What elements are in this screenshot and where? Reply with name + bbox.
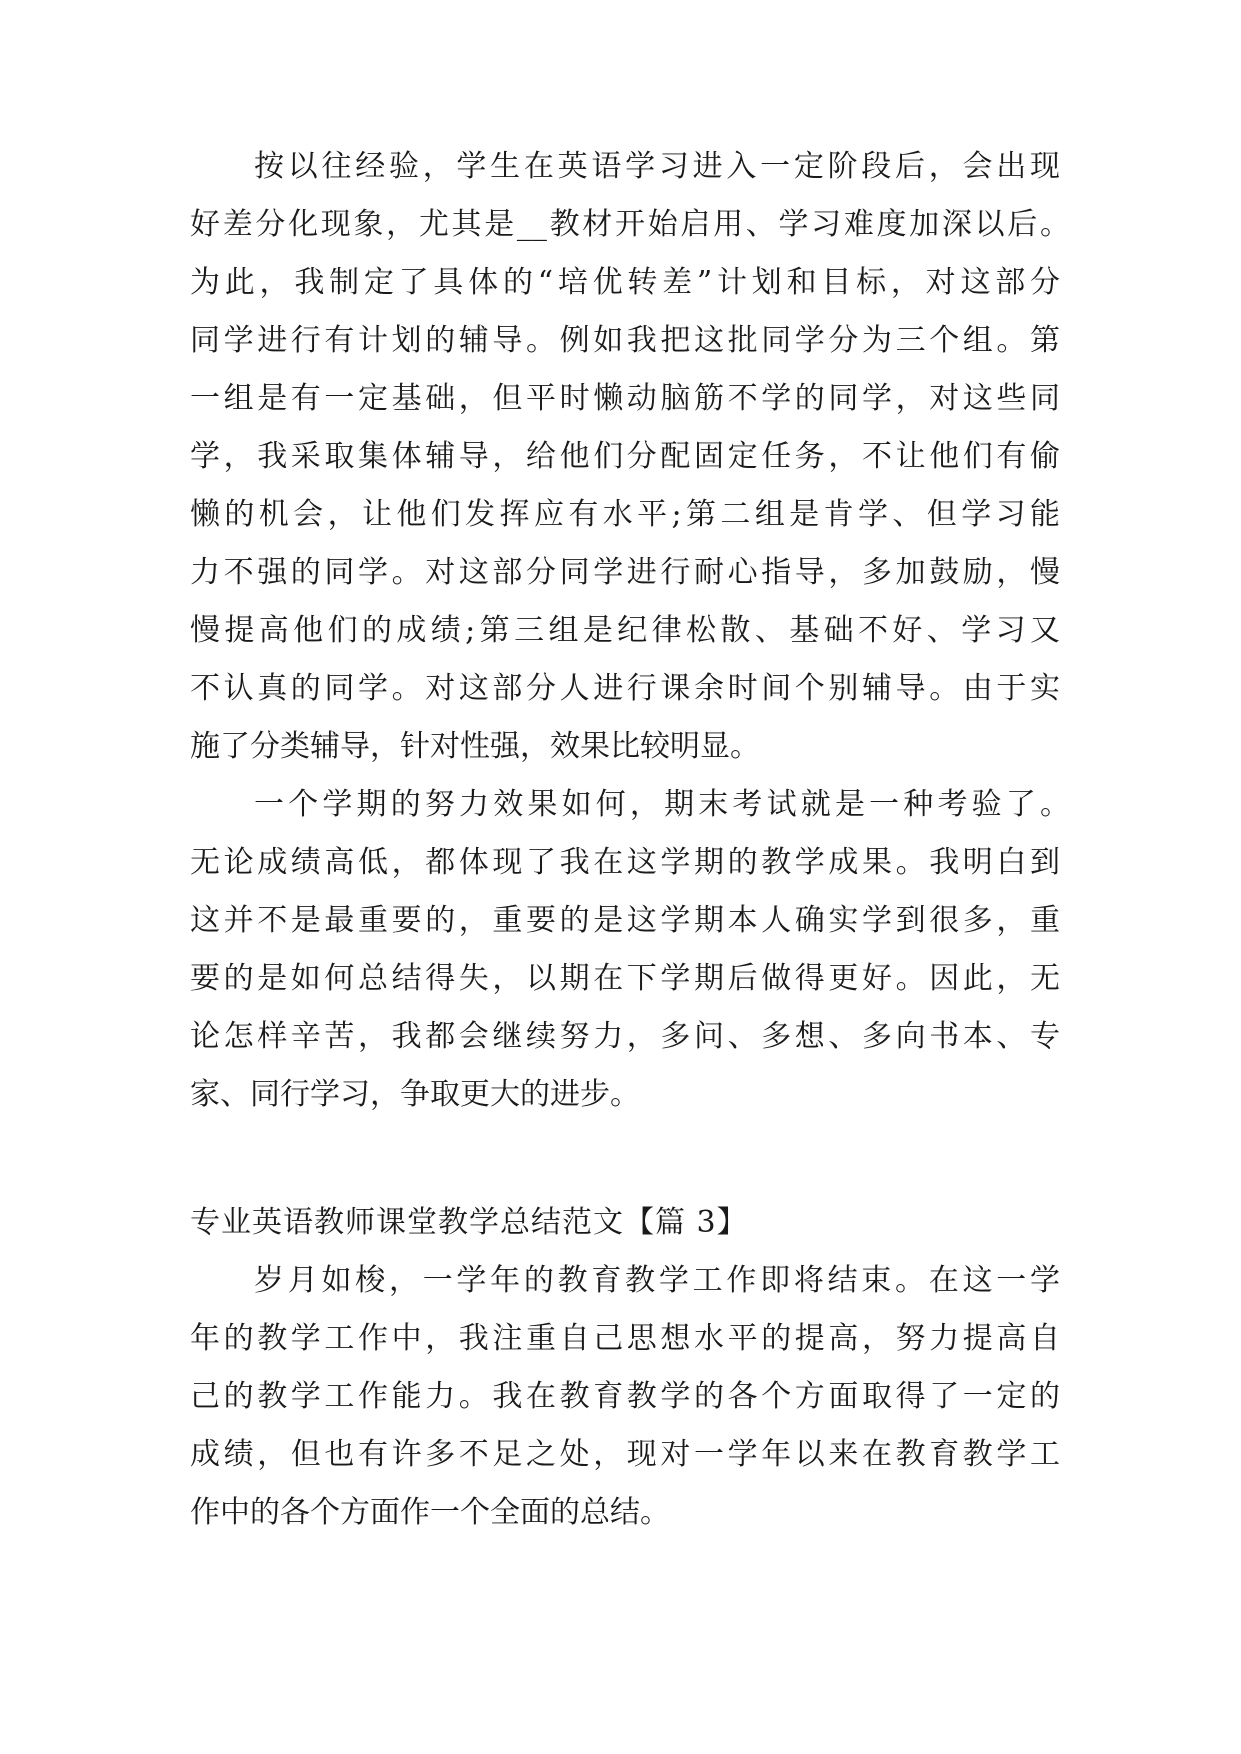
paragraph-2-line-3: 这并不是最重要的，重要的是这学期本人确实学到很多，重 [190, 903, 1060, 938]
paragraph-1-line-8: 力不强的同学。对这部分同学进行耐心指导，多加鼓励，慢 [190, 555, 1060, 590]
paragraph-2-line-5: 论怎样辛苦，我都会继续努力，多问、多想、多向书本、专 [190, 1019, 1060, 1054]
paragraph-1-line-9: 慢提高他们的成绩;第三组是纪律松散、基础不好、学习又 [190, 613, 1060, 648]
paragraph-1-line-3: 为此，我制定了具体的“培优转差”计划和目标，对这部分 [190, 265, 1060, 300]
paragraph-1-line-11: 施了分类辅导，针对性强，效果比较明显。 [190, 729, 760, 764]
paragraph-1-line-2: 好差分化现象，尤其是__教材开始启用、学习难度加深以后。 [190, 207, 1070, 242]
paragraph-2-line-6: 家、同行学习，争取更大的进步。 [190, 1077, 640, 1112]
paragraph-3-line-1: 岁月如梭，一学年的教育教学工作即将结束。在这一学 [254, 1263, 1060, 1298]
paragraph-3-line-2: 年的教学工作中，我注重自己思想水平的提高，努力提高自 [190, 1321, 1060, 1356]
section-heading: 专业英语教师课堂教学总结范文【篇 3】 [190, 1205, 748, 1240]
paragraph-1-line-5: 一组是有一定基础，但平时懒动脑筋不学的同学，对这些同 [190, 381, 1060, 416]
paragraph-3-line-4: 成绩，但也有许多不足之处，现对一学年以来在教育教学工 [190, 1437, 1060, 1472]
paragraph-2-line-2: 无论成绩高低，都体现了我在这学期的教学成果。我明白到 [190, 845, 1060, 880]
paragraph-1-line-4: 同学进行有计划的辅导。例如我把这批同学分为三个组。第 [190, 323, 1060, 358]
paragraph-1-line-1: 按以往经验，学生在英语学习进入一定阶段后，会出现 [254, 149, 1060, 184]
paragraph-1-line-10: 不认真的同学。对这部分人进行课余时间个别辅导。由于实 [190, 671, 1060, 706]
paragraph-1-line-7: 懒的机会，让他们发挥应有水平;第二组是肯学、但学习能 [190, 497, 1060, 532]
paragraph-1-line-6: 学，我采取集体辅导，给他们分配固定任务，不让他们有偷 [190, 439, 1060, 474]
paragraph-3-line-5: 作中的各个方面作一个全面的总结。 [190, 1495, 670, 1530]
paragraph-2-line-4: 要的是如何总结得失，以期在下学期后做得更好。因此，无 [190, 961, 1060, 996]
paragraph-3-line-3: 己的教学工作能力。我在教育教学的各个方面取得了一定的 [190, 1379, 1060, 1414]
paragraph-2-line-1: 一个学期的努力效果如何，期末考试就是一种考验了。 [254, 787, 1070, 822]
